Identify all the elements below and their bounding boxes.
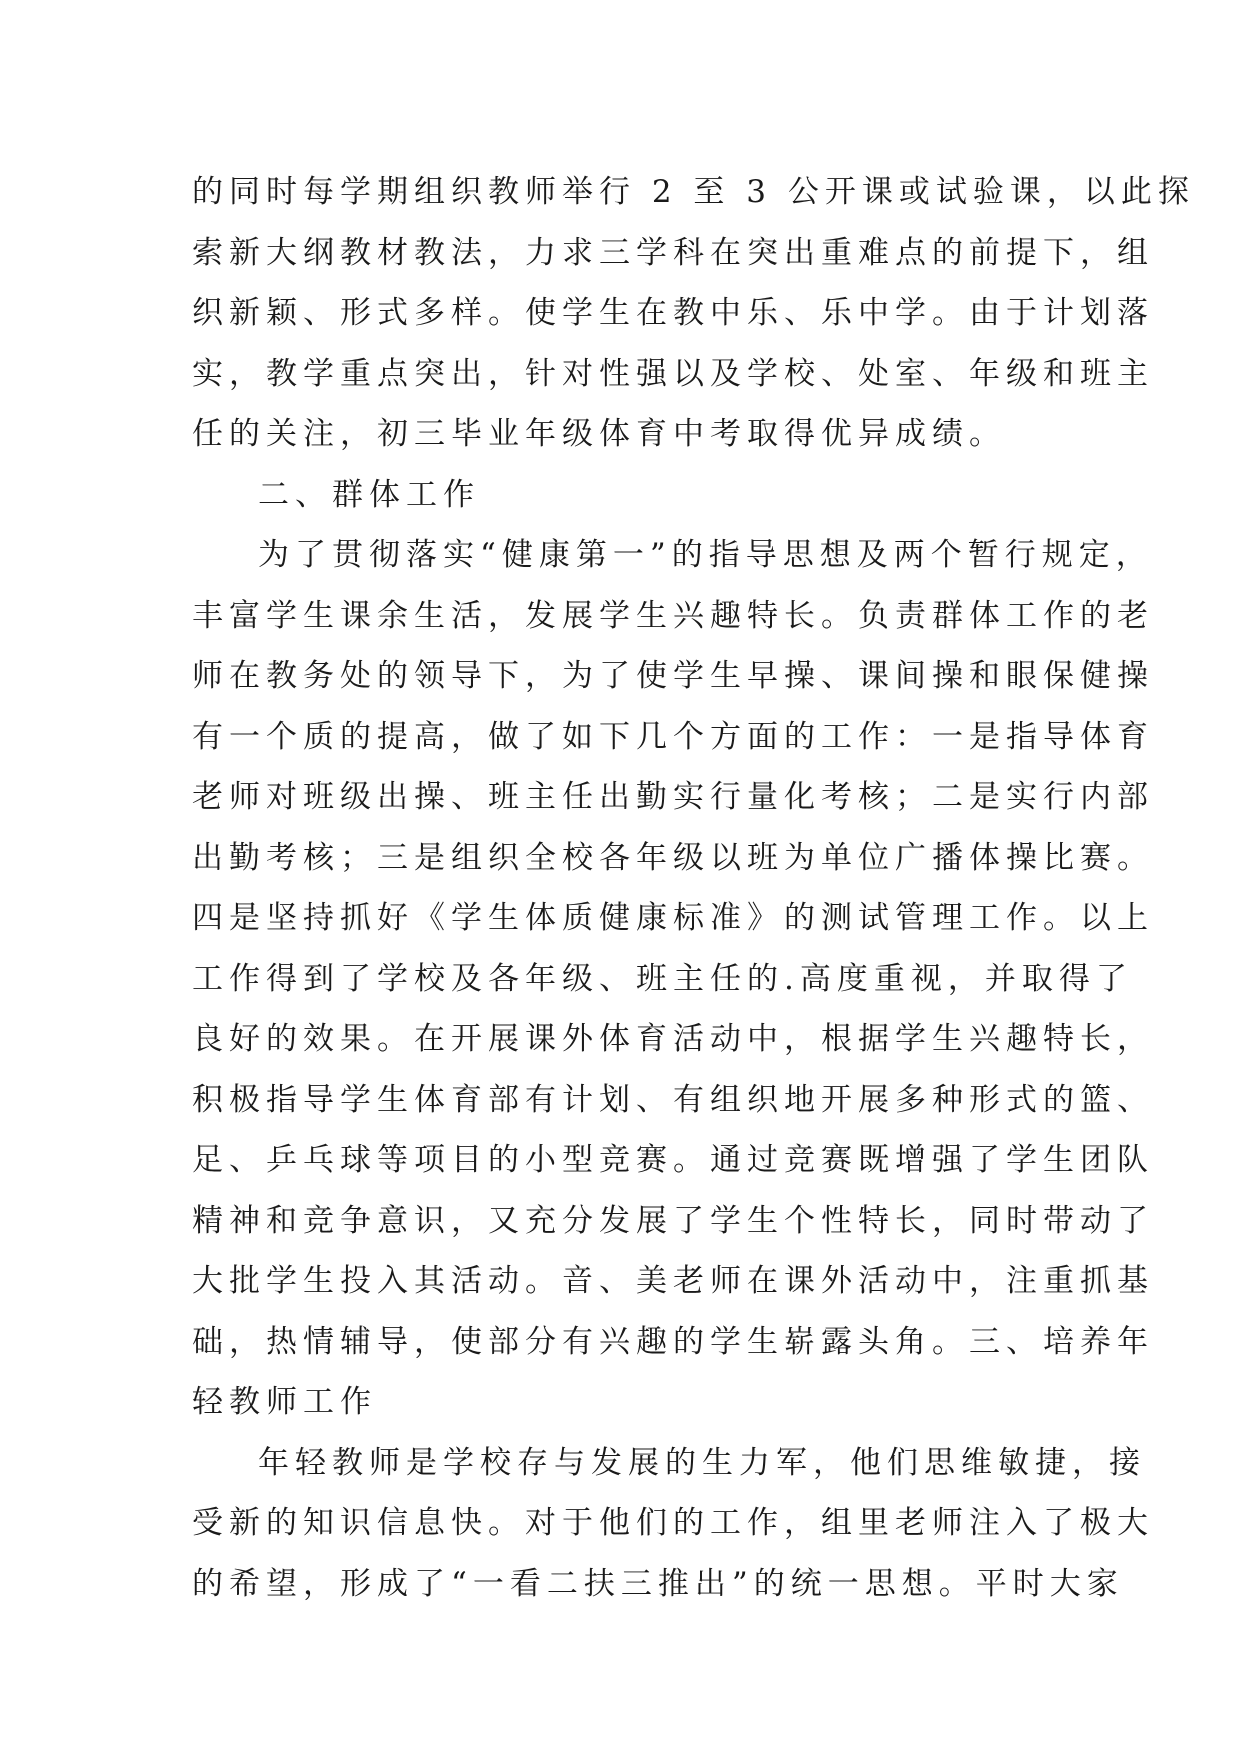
text-line: 的同时每学期组织教师举行 2 至 3 公开课或试验课，以此探 — [192, 174, 1195, 210]
text-line: 的希望，形成了“一看二扶三推出”的统一思想。平时大家 — [192, 1565, 1124, 1602]
text-line: 索新大纲教材教法，力求三学科在突出重难点的前提下，组 — [192, 234, 1154, 271]
text-line: 受新的知识信息快。对于他们的工作，组里老师注入了极大 — [192, 1505, 1154, 1541]
text-line: 轻教师工作 — [192, 1384, 377, 1420]
text-line: 工作得到了学校及各年级、班主任的.高度重视，并取得了 — [192, 960, 1133, 997]
text-line: 足、乒乓球等项目的小型竞赛。通过竞赛既增强了学生团队 — [192, 1142, 1154, 1178]
text-line: 础，热情辅导，使部分有兴趣的学生崭露头角。三、培养年 — [192, 1323, 1154, 1360]
text-line: 师在教务处的领导下，为了使学生早操、课间操和眼保健操 — [192, 658, 1154, 694]
text-line: 出勤考核；三是组织全校各年级以班为单位广播体操比赛。 — [192, 839, 1154, 876]
section-heading: 二、群体工作 — [258, 476, 480, 513]
text-line: 实，教学重点突出，针对性强以及学校、处室、年级和班主 — [192, 355, 1154, 392]
text-line: 四是坚持抓好《学生体质健康标准》的测试管理工作。以上 — [192, 900, 1154, 936]
paragraph-start: 年轻教师是学校存与发展的生力军，他们思维敏捷，接 — [258, 1444, 1146, 1481]
text-line: 积极指导学生体育部有计划、有组织地开展多种形式的篮、 — [192, 1081, 1154, 1118]
text-line: 有一个质的提高，做了如下几个方面的工作：一是指导体育 — [192, 718, 1154, 755]
text-line: 织新颖、形式多样。使学生在教中乐、乐中学。由于计划落 — [192, 295, 1154, 331]
text-line: 大批学生投入其活动。音、美老师在课外活动中，注重抓基 — [192, 1263, 1154, 1299]
paragraph-start: 为了贯彻落实“健康第一”的指导思想及两个暂行规定， — [258, 537, 1153, 573]
text-line: 任的关注，初三毕业年级体育中考取得优异成绩。 — [192, 416, 1006, 452]
text-line: 丰富学生课余生活，发展学生兴趣特长。负责群体工作的老 — [192, 597, 1154, 634]
text-line: 老师对班级出操、班主任出勤实行量化考核；二是实行内部 — [192, 779, 1154, 815]
text-line: 良好的效果。在开展课外体育活动中，根据学生兴趣特长， — [192, 1021, 1154, 1057]
text-line: 精神和竞争意识，又充分发展了学生个性特长，同时带动了 — [192, 1202, 1154, 1239]
body-text — [192, 162, 1195, 1614]
